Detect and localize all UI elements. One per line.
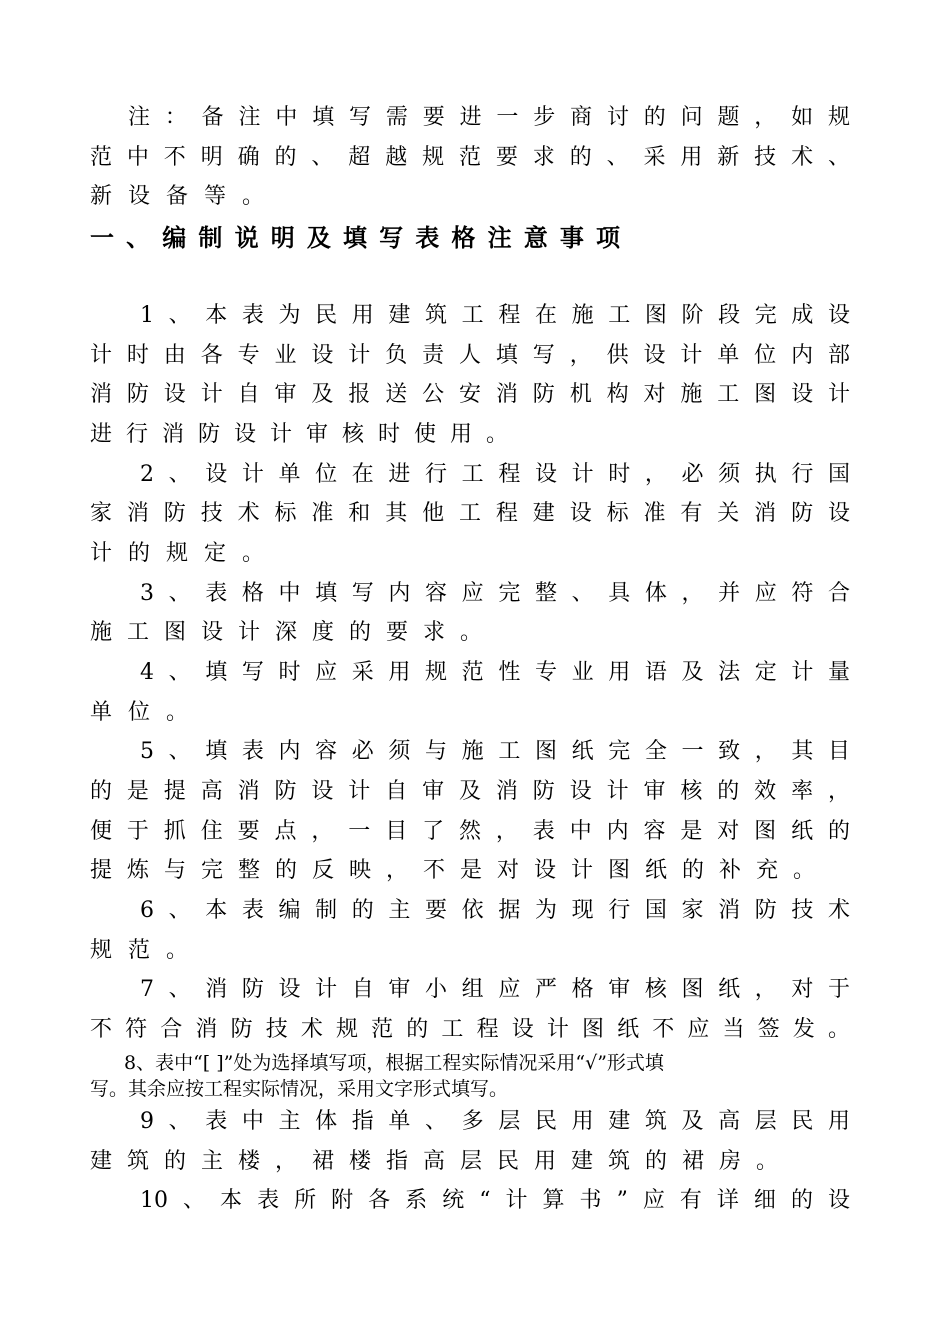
item-8-line-1: 8、表中“[ ]”处为选择填写项，根据工程实际情况采用“√”形式填 bbox=[124, 1052, 664, 1074]
item-4-line-2: 单位。 bbox=[90, 700, 205, 725]
item-1-line-2: 计时由各专业设计负责人填写，供设计单位内部 bbox=[90, 343, 850, 368]
section-heading: 一、编制说明及填写表格注意事项 bbox=[90, 224, 620, 252]
item-9-line-2: 建筑的主楼，裙楼指高层民用建筑的裙房。 bbox=[90, 1149, 794, 1174]
item-3-line-2: 施工图设计深度的要求。 bbox=[90, 620, 498, 645]
item-3-line-1: 3、表格中填写内容应完整、具体，并应符合 bbox=[140, 581, 850, 606]
item-6-line-2: 规范。 bbox=[90, 938, 205, 963]
item-5-line-2: 的是提高消防设计自审及消防设计审核的效率， bbox=[90, 779, 850, 804]
note-line-3: 新设备等。 bbox=[90, 184, 281, 209]
item-7-line-2: 不符合消防技术规范的工程设计图纸不应当签发。 bbox=[90, 1017, 850, 1042]
item-1-line-4: 进行消防设计审核时使用。 bbox=[90, 422, 523, 447]
item-2-line-2: 家消防技术标准和其他工程建设标准有关消防设 bbox=[90, 501, 850, 526]
item-1-line-3: 消防设计自审及报送公安消防机构对施工图设计 bbox=[90, 382, 850, 407]
item-5-line-3: 便于抓住要点，一目了然，表中内容是对图纸的 bbox=[90, 819, 850, 844]
note-line-2: 范中不明确的、超越规范要求的、采用新技术、 bbox=[90, 145, 850, 170]
item-1-line-1: 1、本表为民用建筑工程在施工图阶段完成设 bbox=[140, 303, 850, 328]
item-2-line-1: 2、设计单位在进行工程设计时，必须执行国 bbox=[140, 462, 850, 487]
item-10-line-1: 10、本表所附各系统“计算书”应有详细的设 bbox=[140, 1188, 850, 1213]
item-5-line-4: 提炼与完整的反映，不是对设计图纸的补充。 bbox=[90, 858, 831, 883]
item-4-line-1: 4、填写时应采用规范性专业用语及法定计量 bbox=[140, 660, 850, 685]
item-9-line-1: 9、表中主体指单、多层民用建筑及高层民用 bbox=[140, 1109, 850, 1134]
note-line-1: 注：备注中填写需要进一步商讨的问题，如规 bbox=[128, 105, 850, 130]
item-5-line-1: 5、填表内容必须与施工图纸完全一致，其目 bbox=[140, 739, 850, 764]
item-7-line-1: 7、消防设计自审小组应严格审核图纸，对于 bbox=[140, 977, 850, 1002]
item-8-line-2: 写。其余应按工程实际情况，采用文字形式填写。 bbox=[90, 1078, 509, 1100]
item-2-line-3: 计的规定。 bbox=[90, 541, 281, 566]
item-6-line-1: 6、本表编制的主要依据为现行国家消防技术 bbox=[140, 898, 850, 923]
